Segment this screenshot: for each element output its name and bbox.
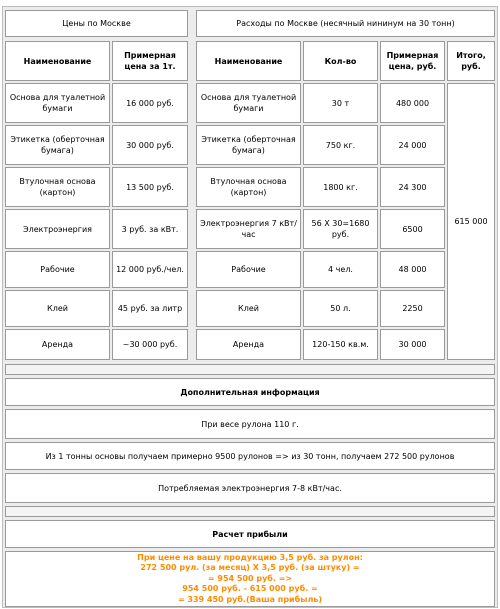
prices-row-name: Этикетка (оберточная бумага) — [5, 125, 110, 165]
expenses-row-qty: 4 чел. — [303, 251, 378, 288]
expenses-row-price: 2250 — [380, 290, 445, 327]
expenses-col-name-header: Наименование — [196, 41, 301, 81]
profit-title: Расчет прибыли — [5, 520, 495, 548]
expenses-row-price: 480 000 — [380, 83, 445, 123]
profit-line-1: При цене на вашу продукцию 3,5 руб. за рулон: — [137, 552, 363, 562]
profit-line-2: 272 500 рул. (за месяц) Х 3,5 руб. (за штуку) = — [140, 563, 360, 573]
expenses-row-price: 30 000 — [380, 329, 445, 360]
expenses-row-price: 24 300 — [380, 167, 445, 207]
rolls-yield-info: Из 1 тонны основы получаем примерно 9500 рулонов => из 30 тонн, получаем 272 500 рулонов — [5, 442, 495, 470]
additional-info-title: Дополнительная информация — [5, 378, 495, 406]
expenses-row-name: Аренда — [196, 329, 301, 360]
expenses-row-qty: 30 т — [303, 83, 378, 123]
expenses-row-price: 6500 — [380, 209, 445, 249]
expenses-col-price-header: Примерная цена, руб. — [380, 41, 445, 81]
prices-row-price: 12 000 руб./чел. — [112, 251, 188, 288]
prices-row-name: Основа для туалетной бумаги — [5, 83, 110, 123]
roll-weight-info: При весе рулона 110 г. — [5, 409, 495, 439]
moscow-prices-title: Цены по Москве — [5, 10, 188, 37]
profit-line-5: = 339 450 руб.(Ваша прибыль) — [177, 594, 323, 604]
prices-row-name: Втулочная основа (картон) — [5, 167, 110, 207]
expenses-row-qty: 1800 кг. — [303, 167, 378, 207]
profit-line-3: = 954 500 руб. => — [207, 573, 293, 583]
expenses-row-qty: 50 л. — [303, 290, 378, 327]
prices-row-name: Рабочие — [5, 251, 110, 288]
moscow-expenses-title: Расходы по Москве (несячный нининум на 30 тонн) — [196, 10, 495, 37]
profit-calculation — [5, 551, 495, 607]
spacer-row — [5, 364, 495, 375]
expenses-row-qty: 56 Х 30=1680 руб. — [303, 209, 378, 249]
prices-row-price: 30 000 руб. — [112, 125, 188, 165]
expenses-row-name: Этикетка (оберточная бумага) — [196, 125, 301, 165]
spacer-row — [5, 506, 495, 517]
prices-col-price-header: Примерная цена за 1т. — [112, 41, 188, 81]
expenses-row-name: Клей — [196, 290, 301, 327]
expenses-row-price: 24 000 — [380, 125, 445, 165]
prices-row-price: 3 руб. за кВт. — [112, 209, 188, 249]
expenses-row-qty: 120-150 кв.м. — [303, 329, 378, 360]
expenses-row-price: 48 000 — [380, 251, 445, 288]
expenses-col-total-header: Итого, руб. — [447, 41, 495, 81]
expenses-row-qty: 750 кг. — [303, 125, 378, 165]
prices-row-name: Аренда — [5, 329, 110, 360]
prices-row-price: ~30 000 руб. — [112, 329, 188, 360]
expenses-col-qty-header: Кол-во — [303, 41, 378, 81]
expenses-row-name: Электроэнергия 7 кВт/час — [196, 209, 301, 249]
prices-row-name: Электроэнергия — [5, 209, 110, 249]
prices-row-name: Клей — [5, 290, 110, 327]
prices-row-price: 45 руб. за литр — [112, 290, 188, 327]
expenses-row-name: Основа для туалетной бумаги — [196, 83, 301, 123]
expenses-row-name: Рабочие — [196, 251, 301, 288]
electricity-info: Потребляемая электроэнергия 7-8 кВт/час. — [5, 473, 495, 503]
prices-col-name-header: Наименование — [5, 41, 110, 81]
expenses-row-name: Втулочная основа (картон) — [196, 167, 301, 207]
expenses-total: 615 000 — [447, 83, 495, 360]
prices-row-price: 16 000 руб. — [112, 83, 188, 123]
prices-row-price: 13 500 руб. — [112, 167, 188, 207]
profit-line-4: 954 500 руб. - 615 000 руб. = — [182, 584, 318, 594]
